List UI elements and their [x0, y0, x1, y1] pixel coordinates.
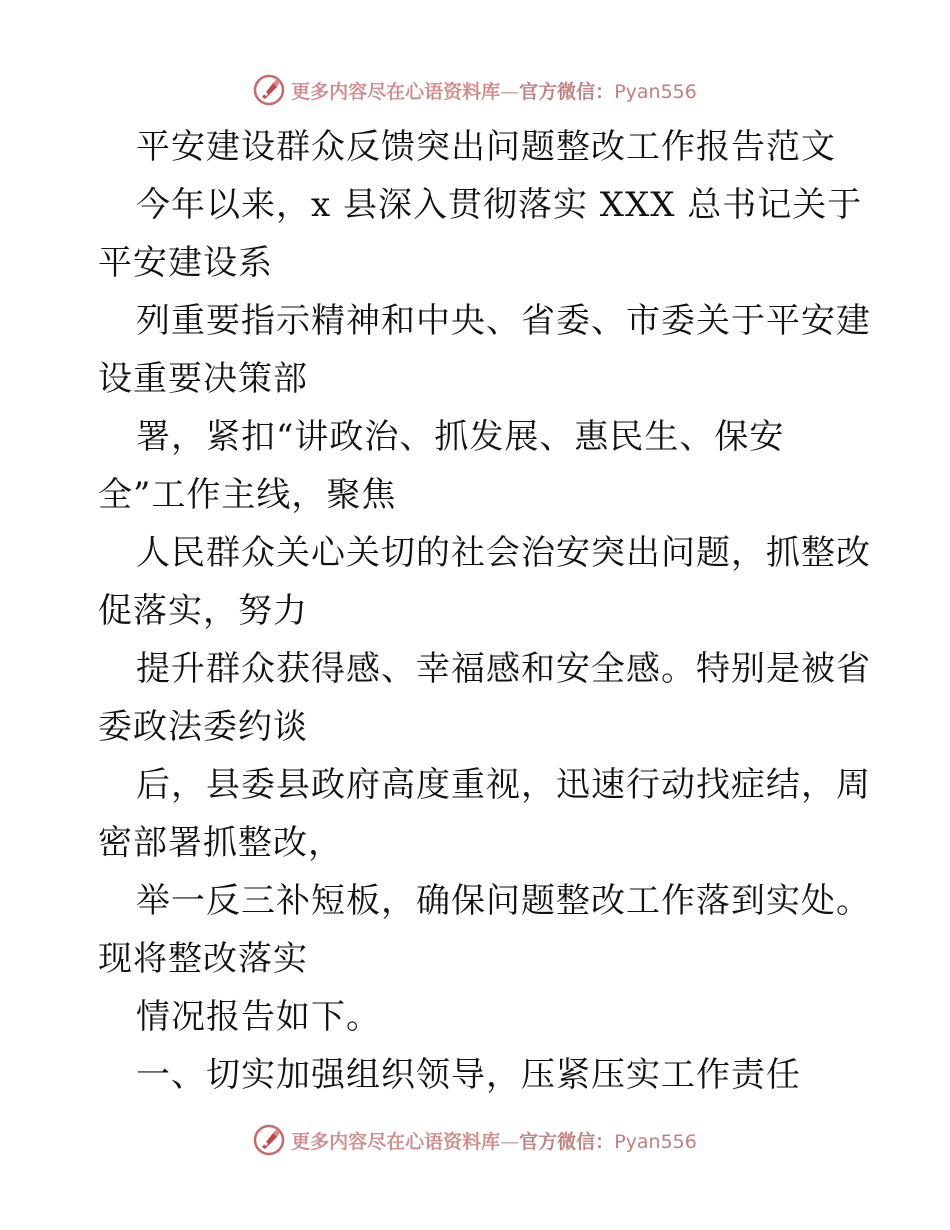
paragraph-line: 后，县委县政府高度重视，迅速行动找症结，周	[136, 765, 871, 805]
document-body	[98, 118, 871, 1104]
banner-site-text: 更多内容尽在心语资料库	[291, 80, 501, 103]
paragraph-line: 列重要指示精神和中央、省委、市委关于平安建	[136, 301, 871, 341]
banner-separator: —	[500, 1130, 520, 1153]
banner-text	[291, 77, 697, 104]
paragraph-line: 现将整改落实	[98, 939, 308, 979]
banner-separator: —	[500, 80, 520, 103]
paragraph-line: 今年以来，x 县深入贯彻落实 XXX 总书记关于	[136, 185, 863, 225]
paragraph-line: 情况报告如下。	[136, 997, 381, 1037]
paragraph-line: 委政法委约谈	[98, 707, 308, 747]
header-banner	[0, 70, 950, 110]
paragraph-line: 平安建设系	[98, 243, 273, 283]
paragraph-line: 设重要决策部	[98, 359, 308, 399]
banner-wechat-label: 官方微信：	[519, 1130, 615, 1153]
paragraph-line: 全”工作主线，聚焦	[98, 475, 397, 515]
banner-text	[291, 1127, 697, 1154]
footer-banner	[0, 1120, 950, 1160]
paragraph-line: 促落实，努力	[98, 591, 308, 631]
banner-wechat-label: 官方微信：	[519, 80, 615, 103]
paragraph-line: 平安建设群众反馈突出问题整改工作报告范文	[136, 127, 836, 167]
banner-wechat-id: Pyan556	[614, 1130, 697, 1153]
banner-site-text: 更多内容尽在心语资料库	[291, 1130, 501, 1153]
paragraph-line: 署，紧扣“讲政治、抓发展、惠民生、保安	[136, 417, 785, 457]
paragraph-line: 提升群众获得感、幸福感和安全感。特别是被省	[136, 649, 871, 689]
banner-wechat-id: Pyan556	[614, 80, 697, 103]
pen-nib-logo-icon	[253, 74, 285, 106]
paragraph-line: 一、切实加强组织领导，压紧压实工作责任	[136, 1055, 801, 1095]
pen-nib-logo-icon	[253, 1124, 285, 1156]
paragraph-line: 人民群众关心关切的社会治安突出问题，抓整改	[136, 533, 871, 573]
paragraph-line: 密部署抓整改，	[98, 823, 343, 863]
paragraph-line: 举一反三补短板，确保问题整改工作落到实处。	[136, 881, 871, 921]
